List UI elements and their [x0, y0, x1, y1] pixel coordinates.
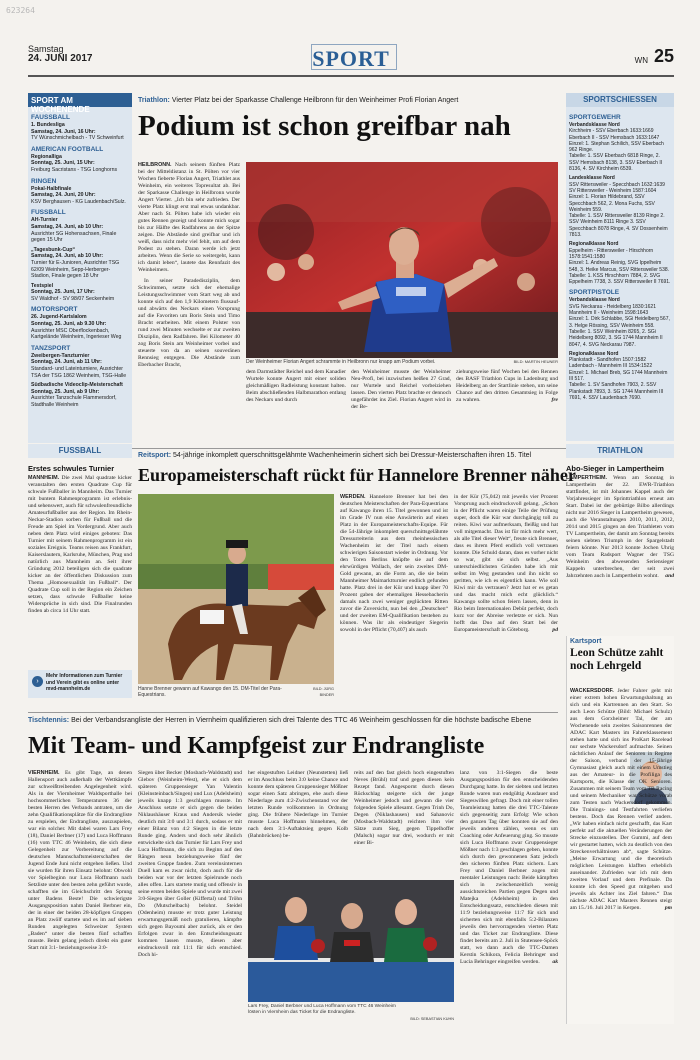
triathlon-body-text: Wenn am Sonntag in Lampertheim der 22. EWR-Triathlon stattfindet, ist mit Johannes Kappel auch der Vorjahressieger im Sprinttriathlon erneut am Start. Dabei ist der gebürtige Bilbo allerdings nicht nur 2016 Sieger in Lampertheim gewesen, auch die Veranstaltungen 2010, 2011, 2012, 2014 und 2015 gingen an den Triathleten vom TV Lampertheim, der damit am Sonntag bereits seinen siebten Triumph in der Spargelstadt feiern könnte. Nur 2013 konnte Jochen Uhrig vom Team Radsport Wagner der TSG Weinheim den abwesenden Seriensieger Kappeln unterbrechen, der seit zwei Jahrzehnten auch in Lampertheim wohnt.	[566, 475, 674, 579]
triathlon-headline: Abo-Sieger in Lampertheim	[566, 464, 664, 473]
triathlon-body	[566, 475, 674, 625]
sidebar-line: Testspiel	[31, 282, 54, 289]
article3-col5-text: lanz von 3:1-Siegen die beste Ausgangsposition für den entscheidenden Durchgang hatte. In der siebten und letzten Runde waren nun endgültig Ausdauer und Siegeswillen gefragt. Doch mit einer tollen Teamleistung hatten die drei TTC-Talente sich gegenseitig zum Erfolg: Wie schon den ganzen Tag über konnten sie auf den jeweils anderen zählen, wenn es um Coaching oder Anfeuerung ging. So musste sich Luca Hoffmann zwar Gruppensieger Mößner nach 1:3 geschlagen geben, konnte sich durch den gewonnenen Satz jedoch den sicheren fünften Platz sichern. Lars Frey und Daniel Berbner zogen mit mentaler Leistungen nach: Beide kämpften sich in zwischenzeitlich wenig aussichtsreichen Partien gegen Degen und Matejka (Adelsheim) in den Entscheidungssatz, entschieden diesen mit 11:9 beziehungsweise 11:7 für sich und sicherten sich mit ebenfalls 5:2-Bilanzen jeweils den hervorragenden vierten Platz und das Ticket zur Endrangliste. Diese findet bereits am 2. Juli in Stutensee-Spöck statt, wo dann auch die TTC-Damen Kerstin Schikora, Felicia Behringer und Lucia Behringer eingreifen werden.	[460, 770, 558, 965]
article3-col1	[28, 770, 132, 1025]
sidebar-line: Eppelheim - Rittersweiler - Hirschhorn 1578:1541:1580	[569, 247, 654, 260]
kartsport-box	[566, 636, 674, 1024]
fussball-info-box	[28, 670, 132, 698]
sidebar-line: Ausrichter MSC Oberflockenbach, Kartgelände Weinheim, Ingerieser Weg	[31, 327, 122, 341]
article2-caption: Hanne Brenner gewann auf Kawango den 15. DM-Titel der Para-Equestrians.	[138, 686, 282, 698]
page-number: 25	[653, 46, 674, 66]
sidebar-line: Samstag, 24. Juni, ab 10 Uhr:	[31, 223, 104, 230]
sidebar-sport-am-wochenende	[28, 93, 132, 443]
article3-col3: her eingestuften Leidner (Neunstetten) ließ er im Anschluss beim 3:0 keine Chance und konnte dem späteren Gruppensieger Mößner sogar einen Satz abringen, ehe auch diese Niederlage zum 4:2-Zwischenstand vor der letzten Runde vollkommen in Ordnung ging. Die frühere Niederlage im Turnier musste Luca Hoffmann hinnehmen, der nach dem 3:1-Auftaktsieg gegen Kolb (Bahnbrücken) be-	[248, 770, 348, 839]
article1-col3: dem Darmstädter Reichel und dem Kanadier Wurtele konnte Angert mit einer soliden gleichmäßigen Radleistung konstant halten. Beim abschließenden Halbmarathon entlang des Neckars und durch	[246, 369, 346, 403]
article2-col1	[340, 494, 448, 692]
sidebar-line: Tabelle: 1. SSV Eberbach 6818 Ringe, 2. SSV Hemsbach 8138, 3. SSV Eberbach II 8136, 4. SV Kirchheim 6539.	[569, 153, 663, 173]
sidebar-group-heading: RINGEN	[31, 177, 57, 185]
article1-kicker	[138, 96, 558, 106]
article3-headline: Mit Team- und Kampfgeist zur Endrangliste	[28, 733, 485, 759]
sidebar-line: Regionalklasse Nord	[569, 241, 619, 248]
sidebar-line: Samstag, 24. Juni, ab 10 Uhr:	[31, 253, 104, 260]
sidebar-line: Südbadische Videoclip-Meisterschaft	[31, 382, 123, 389]
article1-col5-text: ziehungsweise fünf Wochen bei den Rennen des BASF Triathlon Cups in Ladenburg und Heidelberg an der Startlinie stehen, um seine Chance auf den dritten Gesamtsieg in Folge zu wahren.	[456, 369, 558, 403]
sidebar-line: Plankstadt - Sandhofen 1507:1582	[569, 357, 647, 364]
article1-signature: fre	[551, 397, 558, 403]
sidebar-line: Tabelle: 1. SV Sandhofen 7903, 2. SSV Plankstadt 7893, 3. SG 1744 Mannheim III 7691, 4. SSV Laudenbach 7690.	[569, 382, 664, 401]
article3-col1-text: Es gibt Tage, an denen Hallensport auch außerhalb der Wettkämpfe zur schweißtreibenden Angelegenheit wird. Als in der Viernheimer Waldsporthalle bei hochsommerlichen Temperaturen 36 der besten Herren des Verbands antraten, um die zehn Qualifikationsplätze für die Endrangliste zu erspielen, der Endrangliste, auszuspielen, war ein solcher. Mit dabei waren Lars Frey (18), Daniel Berbner (17) und Luca Hoffmann (16) vom TTC 46 Weinheim, die sich diese Gelegenheit zur Vorbereitung auf die deutschen Mannschaftsmeisterschaften der Jugend Ende Juni nicht entgehen ließen. Und sie wurden für ihren Einsatz belohnt: Obwohl vor Spielbeginn nur Luca Hoffmann nach Setzliste unter den besten zehn geführt wurde, schafften sie im Gleichschritt den Sprung unter Badens Beste! Die schwierigste Ausgangsposition nahm Daniel Berbner ein, der in einer der beiden 28-köpfigen Gruppen an Platz zwölf startete und es im auf sieben Runden angelegten Schweizer System „Baden“ unter die besten fünf schaffen musste. Beim gelang jedoch direkt ein guter Start mit 3:1- beziehungsweise 3:0-	[28, 770, 132, 951]
sportschiessen-title: SPORTSCHIESSEN	[566, 93, 674, 107]
fussball-headline: Erstes schwules Turnier	[28, 464, 115, 473]
sidebar-line: Samstag, 24. Juni, 20 Uhr:	[31, 192, 96, 199]
article3-credit: BILD: SEBASTIAN KUHN	[410, 1017, 454, 1021]
sidebar-line: TV Wünschmichelbach - TV Schweinfurt	[31, 135, 124, 142]
sidebar-line: Turnier für E-Junioren, Ausrichter TSG 62/09 Weinheim, Sepp-Herberger-Stadion, Finale gegen 18 Uhr	[31, 259, 120, 280]
article2-col1-text: Hannelore Brenner hat bei den deutschen Meisterschaften der Para-Equestrians auf Kawango ihren 15. Titel gewonnen und ist im Grade IV nun eine Anwärterin auf einen Platz in der Europameisterschafts-Equipe. Für die 54-Jährige inkomplett querschnittsgelähmte Dressurreiterin aus dem rheinhessischen Wachenheim ist der Titel nach einem schwierigen Saisonstart wieder in Ordnung. Vor den Toren Berlins knüpfte sie auf dem ehrwürdigen Wallach, der sein zweites DM-Gold gewann, an die Form an, die sie beim Mannheimer Maimarktturnier endlich gefunden hatte. Platz drei in der Kür und knapp über 70 Prozent gaben der ehemaligen Hessebacherin damals nach zwei weniger geglückten Ritten zuvor die Zuversicht, nun bei den „Deutschen“ und der zweiten EM-Qualifikation bestehen zu können. Was ihr als eindeutiger Siegerin sowohl in der Pflicht (70,407) als auch	[340, 494, 448, 633]
sidebar-line: Einzel: 1. Michael Breb, SG 1744 Mannheim III 517.	[569, 369, 668, 382]
sidebar-line: Tabelle: 1. SSV Rittersweiler 8139 Ringe 2. SSV Weinheim 8111 Ringe 3. SSV Specchbach 8078 Ringe, 4. SV Dossenheim 7813.	[569, 213, 668, 239]
sidebar-line: Freiburg Sacristans - TSG Longhorns	[31, 166, 118, 173]
sidebar-line: Pokal-Halbfinale	[31, 185, 72, 192]
article3-kicker	[28, 716, 558, 726]
fussball-dateline: MANNHEIM.	[28, 475, 60, 481]
sidebar-group-heading: FAUSSBALL	[31, 114, 70, 121]
article2-photo	[138, 494, 334, 684]
article1-col1	[138, 162, 240, 444]
article3-col2: Siegen über Becker (Mosbach-Waldstadt) und Glebov (Weinheim-West), ehe er sich dem späteren Gruppensieger Yan Valentin (Kleinsteinbach/Singen) und Lux (Adelsheim) jeweils knapp 1:3 geschlagen musste. Im Anschluss setzte er sich gegen die beiden Niklaushäuser Kraus und Andersik wieder deutlich mit 3:0 und 3:1 durch, sodass er mit einer Bilanz von 4:2 Siegen in die letzte Runde ging. Anders und doch sehr ähnlich entwickelte sich das Turnier für Lars Frey und Luca Hoffmann, die sich zu Beginn auf den Rängen neun beziehungsweise fünf der zweiten Gruppe fanden. Zum vereinsinternen Duell kam es zwar nicht, doch auch für die beiden war vor der letzten Spielrunde noch alles offen. Lars startete mutig und offensiv in seine ersten beiden Spiele und wurde mit zwei 3:0-Siegen über Goller (Kiffertal) und Tröhn Do (Mutschelbach) belohnt. Steidel (Odenheim) musste er trotz guter Leistung erwartungsgemäß noch gratulieren, kämpfte sich gegen Bayoumi aber zurück, als er den Erfolgen zwar in den Entscheidungssatz kommen lassen musste, diesen aber eindrucksvoll mit 11:1 für sich entschied. Doch hi-	[138, 770, 242, 958]
article3-photo	[248, 880, 454, 1002]
article1-headline: Podium ist schon greifbar nah	[138, 110, 511, 142]
date: 24. JUNI 2017	[28, 53, 93, 64]
sidebar-line: Samstag, 24. Juni, 16 Uhr:	[31, 128, 96, 135]
page-header	[28, 44, 674, 72]
article1-lead: Nach seinem fünften Platz bei der Mitteldistanz in St. Pölten vor vier Wochen fieberte Florian Angert, Triathlet aus Weinheim, ein weiteres Topresultat ab. Bei der Sparkasse Challenge in Heilbronn wurde Angert Vierter. „Ich bin sehr zufrieden. Der vierte Platz klingt erst mal etwas undankbar. Aber nach St. Pölten habe ich wieder ein gutes Rennen gezeigt und konnte mich sogar bis zur Hälfte des Radfahrens an der Spitze zeigen. Die Abstände sind greifbar und ich weiß, dass nicht mehr viel fehlt, um auf dem Podest zu stehen. Daran werde ich jetzt arbeiten. Wenn die Serie so weitergeht, kann ich damit leben“, lautete das Rennfazit des Weinheimers.	[138, 162, 240, 273]
sidebar-line: AH-Turnier	[31, 217, 58, 224]
article2-kicker	[138, 451, 558, 461]
sidebar-body	[28, 107, 132, 412]
sidebar-line: Ladenbach - Mannheim III 1534:1522	[569, 363, 653, 370]
article3-col4: reits auf den fast gleich hoch eingestuften Neves (Brühl) traf und gegen diesen kein Rezept fand. Angespornt durch diesen Rückschlag steigerte sich der junge Weinheimer jedoch und gewann die vier folgenden Spiele allesamt. Gegen Trinh Do, Degen (Niklashausen) und Sahanovic (Mosbach-Waldstadt) reichten ihm vier Sätze zum Sieg, gegen Tippelhoffer (Malsch) sogar nur drei, wodurch er mit einer Bi-	[354, 770, 454, 846]
article2-signature: pd	[552, 627, 558, 633]
sidebar-group-heading: MOTORSPORT	[31, 306, 78, 314]
sidebar-line: SVG Neckarau - Heidelberg 1830:1621	[569, 303, 656, 310]
sidebar-line: Kirchheim - SSV Eberbach 1633:1669	[569, 128, 654, 135]
article2-dateline: WERDEN.	[340, 494, 366, 500]
article3-kicker-text: Bei der Verbandsrangliste der Herren in Viernheim qualifizieren sich drei Talente des TTC 46 Weinheim geschlossen für die höchste badische Ebene	[71, 717, 532, 724]
sidebar-line: Einzel: 1. Florian Hildebrand, SSV Specchbach 562, 2. Mona Fuchs, SSV Weinheim 559.	[569, 194, 655, 213]
sidebar-line: Sonntag, 24. Juni, ab 11 Uhr:	[31, 359, 102, 366]
sidebar-line: Sonntag, 25. Juni, 17 Uhr:	[31, 289, 95, 296]
sidebar-line: Eberbach II - SSV Hemsbach 1633:1647	[569, 134, 660, 141]
sidebar-sportschiessen	[566, 93, 674, 441]
article1-dateline: HEILBRONN.	[138, 162, 172, 168]
kartsport-dateline: WACKERSDORF.	[570, 688, 614, 694]
sidebar-line: Tabelle: 1. KSS Hirschhorn 7884, 2. SVG Eppelheim 7738, 3. SSV Rittersweiler II 7691.	[569, 272, 671, 286]
article3-caption: Lars Frey, Daniel Berbner und Luca Hoffmann vom TTC 46 Weinheim lösten in Viernheim das Ticket für die Endrangliste.	[248, 1004, 396, 1015]
article2-kicker-text: 54-jährige inkomplett querschnittsgelähmte Wachenheimerin sichert sich bei Dressur-Meisterschaften ihren 15. Titel	[173, 452, 532, 459]
sidebar-line: Standard- und Lateinturniere, Ausrichter TSA der TSG 1862 Weinheim, TSG-Halle	[31, 366, 127, 379]
article1-kicker-label: Triathlon:	[138, 97, 170, 104]
sidebar-line: Einzel: 1. Stephan Schilich, SSV Eberbach 962 Ringe.	[569, 140, 664, 154]
sidebar-line: SV Waldhof - SV 98/07 Seckenheim	[31, 295, 115, 302]
article1-caption: Der Weinheimer Florian Angert schrammte in Heilbronn nur knapp am Podium vorbei.	[246, 359, 436, 365]
article1-col5	[456, 369, 558, 443]
sidebar-line: 26. Jugend-Kartslalom	[31, 314, 87, 321]
sidebar-group-heading: SPORTGEWEHR	[569, 114, 621, 121]
sidebar-line: Verbandsklasse Nord	[569, 122, 620, 128]
sportschiessen-body	[566, 107, 674, 404]
sidebar-line: Zweibergen-Tanzturnier	[31, 352, 90, 359]
article1-photo	[246, 162, 558, 358]
fussball-body	[28, 475, 132, 667]
sidebar-group-heading: AMERICAN FOOTBALL	[31, 145, 104, 153]
article3-signature: ak	[552, 959, 558, 965]
kartsport-body	[570, 688, 672, 1022]
article2-col2-text: in der Kür (75,042) mit jeweils vier Prozent Vorsprung auch eindrucksvoll gelang. „Schon in der Pflicht waren einige Teile der Prüfung super, doch die Kür war durchgängig toll zu reiten. Kiwi war aufmerksam, fleißig und hat voll mitgemacht. Das ist für mich mehr wert, als alle Titel dieser Welt“, freute sich Brenner, dass es ihrem Pferd endlich voll vertrauen konnte. Die Schuld daran, dass es vorher nicht so war, gibt sie sich selbst. „Aus unterschiedlichsten Gründen habe ich mir selbst im Weg gestanden und ihn nicht so geritten, wie ich es eigentlich kann. Wie soll Kiwi mir da vertrauen? Jetzt hat er es getan und das macht mich echt glücklich.“ Kawango sollte schon feiern lassen, denn in Rio beim Internationalen Debüt perfekt, doch kurz vor der Abreise verletzte er sich. Nun hofft das Duo auf den Start bei der Europameisterschaft in Göteborg.	[454, 494, 558, 633]
article2-headline: Europameisterschaft rückt für Hannelore Brenner näher	[138, 465, 576, 485]
triathlon-dateline: LAMPERTHEIM.	[566, 475, 608, 481]
sidebar-line: Mannheim II - Weinheim 1598:1643	[569, 310, 649, 317]
sidebar-line: 1. Bundesliga	[31, 122, 65, 128]
article3-dateline: VIERNHEIM.	[28, 770, 60, 776]
fussball-body-text: Die zwei Mal quadrate kicker veranstalten den ersten Quadrate Cup für schwule Fußballer in Mannheim. Das Turnier mit buntem Rahmenprogramm ist erlebnis- und sehenswert, auch für schwulenfreundliche Amateurfußballer aus der Region. Im Rhein-Neckar-Stadion sorben für Fußball und die Freude am Spiel im Vordergrund. Aber auch neben dem Platz wird einiges geboten: Das Turnier mit seinem Rahmenprogramm ist ein soziales Ereignis. Teams reisen aus Frankfurt, Kaiserslautern, Karlsruhe, München, Prag und natürlich aus Mannheim an. Seit ihrer Gründung 2012 beteiligen sich die quadrate kicker an der öffentlichen Diskussion zum Thema „Homosexualität im Fußball“. Der Quadrate Cup soll in der Region ein Zeichen setzen, dass schwule Fußballer keine Widersprüche in sich sind. Die Finalrunden finden ab circa 14 Uhr statt.	[28, 475, 132, 614]
fussball-band: FUSSBALL	[28, 444, 132, 458]
sidebar-line: Ausrichter SG Hohensachsen, Finale gegen 15 Uhr	[31, 230, 117, 244]
article1-kicker-text: Vierter Platz bei der Sparkasse Challenge Heilbronn für den Weinheimer Profi Florian Angert	[171, 97, 459, 104]
sidebar-line: Ausrichter Tanzschule Flammersdorf, Stadthalle Weinheim	[31, 395, 117, 408]
sidebar-line: Sonntag, 25. Juni, 15 Uhr:	[31, 160, 95, 167]
article2-credit: BILD: JÜRG BINDER	[313, 687, 334, 697]
sidebar-line: Sonntag, 25. Juni, ab 9 Uhr:	[31, 388, 100, 395]
triathlon-signature: and	[665, 573, 674, 579]
section-title: SPORT	[312, 46, 390, 71]
sidebar-line: SV Rittersweiler - Weinheim 1587:1604	[569, 187, 657, 194]
sidebar-line: SSV Rittersweiler - Specchbach 1632:1639	[569, 181, 665, 188]
article2-col2	[454, 494, 558, 692]
table-tennis-photo-illustration	[248, 880, 454, 1002]
kartsport-signature: pm	[664, 905, 672, 911]
article1-col4: den Weinheimer musste der Weinheimer Neu-Profi, bei inzwischen heißen 27 Grad, nur Wurtele und Reichel vorbeiziehen lassen. Den vierten Platz brachte er dennoch ungefährdet ins Ziel. Florian Angert wird in der Be-	[351, 369, 451, 410]
article1-credit: BILD: MARTIN HEUNER	[513, 359, 558, 364]
paper-abbrev: WN	[634, 56, 648, 65]
article1-body2: In seiner Paradedisziplin, dem Schwimmen, setzte sich der ehemalige Leistungsschwimmer vom Start weg ab und konnte sich auf den 1,9 Kilometern flussauf- und abwärts des Neckars einen Vorsprung auf die Favoriten um Boris Stein und Timo Bracht erarbeiten. Mit einem Polster von rund zwei Minuten wechselte er zur zweiten Disziplin, dem Radfahren. Bei Kilometer 40 zog Boris Stein am Weinheimer vorbei und steuerte von da an seinen souveränen Rennsieg entgegen. Die Abstände zum Eberbacher Bracht,	[138, 278, 240, 368]
fussball-info-text: Mehr Informationen zum Turnier und Verein gibt es online unter mvd-mannheim.de	[46, 673, 123, 692]
sidebar-group-heading: TANZSPORT	[31, 344, 71, 352]
sidebar-line: Sonntag, 25. Juni, ab 9.30 Uhr:	[31, 321, 107, 328]
sidebar-line: Landesklasse Nord	[569, 175, 615, 182]
triathlon-band: TRIATHLON	[566, 444, 674, 458]
sidebar-group-heading: SPORTPISTOLE	[569, 289, 620, 297]
divider-2	[28, 712, 558, 713]
sidebar-line: KSV Berghausen - KG Laudenbach/Sulz.	[31, 198, 126, 205]
sidebar-line: Einzel: 1. Andreas Reinig, SVG Ippelheim 548, 3. Heike Marcus, SSV Rittersweiler 538.	[569, 260, 670, 273]
info-arrow-icon: ›	[32, 676, 43, 687]
article3-col5	[460, 770, 558, 1025]
header-rule	[28, 75, 674, 77]
page-id: 623264	[6, 6, 35, 15]
cyclist-photo-illustration	[246, 162, 558, 358]
sidebar-line: Einzel: 1. Dirk Schlabbe, SGi Heidelberg 567, 3. Helge Rössing, SSV Weinheim 558.	[569, 316, 670, 329]
article3-kicker-label: Tischtennis:	[28, 717, 70, 724]
kartsport-headline: Leon Schütze zahlt noch Lehrgeld	[570, 647, 664, 672]
kartsport-label: Kartsport	[570, 638, 602, 645]
sidebar-line: Regionalklasse Nord	[569, 350, 619, 357]
sidebar-line: Verbandsklasse Nord	[569, 297, 620, 304]
rider-photo-illustration	[138, 494, 334, 684]
kartsport-body-text: Jeder Fahrer geht mit einer extrem hohen Erwartungshaltung an sich und ein Kartrennen an den Start. So auch Leon Schütze (Bild: Michael Schulz) aus dem Gorxheimer Tal, der am Wochenende sein zweites Saisonrennen der ADAC Kart Masters im Fahrerklassement stehen hatte und sich ins ProKart Racelead nur sechste Wackersdorf aufmachte. Seinen nächtlichen Anlauf der Senioren in Regime der Saison, verband der 15-jährige Gymnasiast gleich auch mit einem Umstieg aus der Amateur- in die Profiliga des Kartsports, die Klasse der OK Senioren. Zusammen mit seinem Team vom TB Racing und seinem Mechaniker war Schütze vorab zum Testen nach Wackersdorf gekommen. Die Trainings- und Testfahrten verliefen bestens. Doch das Rennen verlief anders. „Wir haben einfach nicht geschafft, das Kart perfekt auf die aktuellen Veränderungen der Strecke einzustellen. Der Gummi, auf dem wir gestartet hatten, wich zu deutlich von den Streckenverhältnissen ab“, sagte Schütze. „Meine Erwartung und die theoretisch möglichen Leistungen klafften erheblich auseinander. Zufrieden war ich mit dem zweiten Vorlauf und dem Prefinale. Da konnte ich den Speed gut mitgehen und jeweils als Achter ins Ziel fahren.“ Das nächste ADAC Kart Masters Rennen steigt am 15./16. Juli 2017 in Kerpen.	[570, 688, 672, 911]
sidebar-line: Regionalliga	[31, 153, 62, 160]
article2-kicker-label: Reitsport:	[138, 452, 172, 459]
weekday: Samstag	[28, 44, 64, 54]
sidebar-line: „Tagesbunk-Cup“	[31, 246, 75, 253]
sidebar-title: SPORT AM WOCHENENDE	[28, 93, 132, 107]
sidebar-group-heading: FUSSBALL	[31, 209, 66, 217]
sidebar-line: Tabelle: 1. SSV Weinheim 8265, 2. SGi Heidelberg 8092, 3. SG 1744 Mannheim II 8047, 4. SVG Neckarau 7987.	[569, 328, 663, 348]
